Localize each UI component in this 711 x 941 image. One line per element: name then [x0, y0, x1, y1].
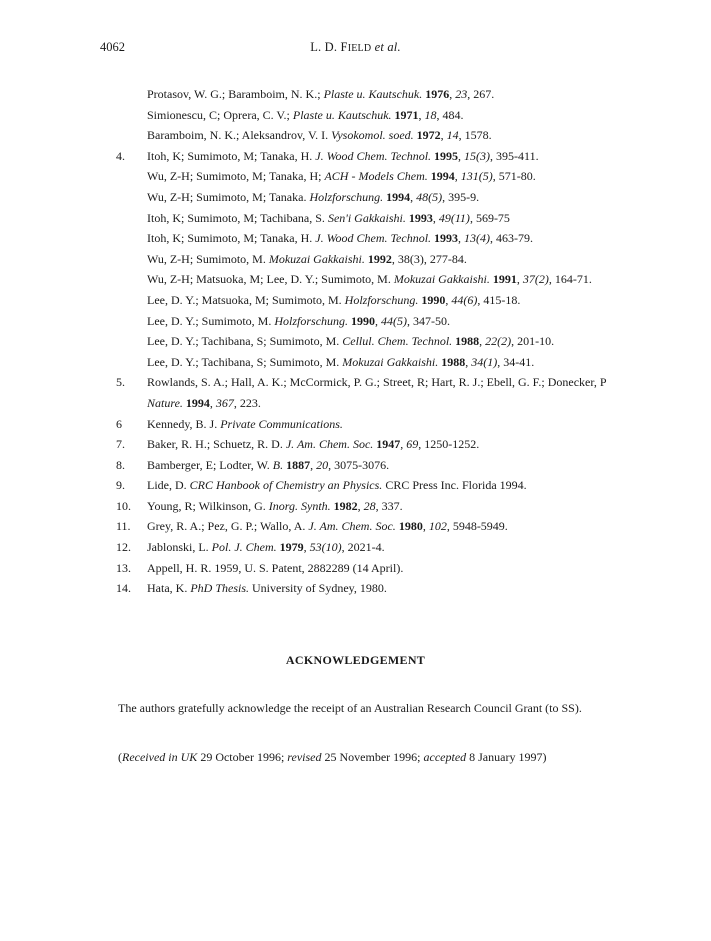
- reference-text: [147, 516, 508, 537]
- reference-text: [147, 331, 554, 352]
- reference-line: [100, 537, 660, 558]
- reference-italic-segment: Holzforschung.: [344, 292, 419, 307]
- reference-segment: , 34-41.: [497, 354, 535, 369]
- reference-text: [147, 496, 403, 517]
- reference-text: [147, 290, 520, 311]
- reference-segment: ,: [209, 395, 216, 410]
- reference-line: [100, 414, 660, 435]
- reference-italic-segment: 44(5): [381, 313, 408, 328]
- reference-segment: , 201-10.: [511, 334, 555, 349]
- reference-segment: ,: [479, 334, 486, 349]
- reference-segment: ,: [375, 313, 382, 328]
- reference-italic-segment: ACH - Models Chem.: [324, 169, 428, 184]
- reference-italic-segment: 13(4): [464, 231, 491, 246]
- reference-segment: Wu, Z-H; Matsuoka, M; Lee, D. Y.; Sumimoto, M.: [147, 272, 394, 287]
- reference-segment: Wu, Z-H; Sumimoto, M; Tanaka, H;: [147, 169, 325, 184]
- reference-number: 9.: [116, 478, 125, 493]
- received-open-paren: (: [118, 750, 122, 764]
- reference-year: 1988: [441, 354, 466, 369]
- reference-segment: ,: [454, 169, 461, 184]
- reference-line: [100, 187, 660, 208]
- running-head-authors-smallcaps: IELD: [347, 43, 372, 54]
- reference-italic-segment: Pol. J. Chem.: [211, 540, 277, 555]
- reference-year: 1990: [421, 292, 446, 307]
- reference-italic-segment: Mokuzai Gakkaishi.: [342, 354, 439, 369]
- reference-segment: , 3075-3076.: [328, 457, 390, 472]
- reference-line: [100, 228, 660, 249]
- reference-text: [147, 352, 534, 373]
- reference-year: 1991: [492, 272, 517, 287]
- revised-label: revised: [287, 750, 322, 764]
- reference-italic-segment: Mokuzai Gakkaishi.: [268, 251, 365, 266]
- reference-line: [100, 393, 660, 414]
- reference-italic-segment: 49(11): [438, 210, 470, 225]
- reference-segment: Itoh, K; Sumimoto, M; Tanaka, H.: [147, 148, 316, 163]
- reference-year: 1971: [394, 107, 419, 122]
- reference-line: [100, 125, 660, 146]
- reference-number: 7.: [116, 437, 125, 452]
- reference-line: [100, 84, 660, 105]
- reference-text: [147, 105, 464, 126]
- reference-number: 8.: [116, 457, 125, 472]
- reference-segment: Wu, Z-H; Sumimoto, M.: [147, 251, 269, 266]
- revised-date: 25 November 1996;: [321, 750, 424, 764]
- reference-italic-segment: 22(2): [485, 334, 512, 349]
- reference-segment: , 395-411.: [490, 148, 539, 163]
- reference-segment: , 2021-4.: [341, 540, 385, 555]
- reference-number: 13.: [116, 560, 131, 575]
- reference-segment: Young, R; Wilkinson, G.: [147, 498, 269, 513]
- reference-segment: , 223.: [233, 395, 261, 410]
- reference-year: 1887: [286, 457, 311, 472]
- reference-text: [147, 228, 533, 249]
- reference-italic-segment: 367: [215, 395, 234, 410]
- reference-segment: ,: [418, 107, 425, 122]
- reference-year: 1990: [351, 313, 376, 328]
- reference-text: [147, 537, 385, 558]
- reference-segment: ,: [458, 231, 465, 246]
- reference-line: [100, 146, 660, 167]
- reference-italic-segment: Mokuzai Gakkaishi.: [393, 272, 490, 287]
- reference-segment: Jablonski, L.: [147, 540, 212, 555]
- reference-segment: Wu, Z-H; Sumimoto, M; Tanaka.: [147, 189, 310, 204]
- reference-number: 12.: [116, 540, 131, 555]
- reference-segment: Lee, D. Y.; Tachibana, S; Sumimoto, M.: [147, 334, 343, 349]
- reference-segment: ,: [303, 540, 310, 555]
- reference-italic-segment: Private Communications.: [220, 416, 343, 431]
- reference-line: [100, 578, 660, 599]
- reference-text: [147, 166, 536, 187]
- reference-segment: ,: [465, 354, 472, 369]
- reference-text: [147, 578, 387, 599]
- accepted-label: accepted: [423, 750, 467, 764]
- reference-number: 11.: [116, 519, 131, 534]
- reference-segment: , 415-18.: [477, 292, 521, 307]
- reference-line: [100, 166, 660, 187]
- reference-line: [100, 208, 660, 229]
- reference-year: 1982: [333, 498, 358, 513]
- reference-italic-segment: B.: [272, 457, 284, 472]
- reference-segment: , 164-71.: [548, 272, 592, 287]
- reference-segment: Lee, D. Y.; Tachibana, S; Sumimoto, M.: [147, 354, 343, 369]
- reference-italic-segment: Holzforschung.: [309, 189, 384, 204]
- reference-line: [100, 475, 660, 496]
- reference-segment: University of Sydney, 1980.: [249, 581, 387, 596]
- reference-text: [147, 125, 492, 146]
- running-head-et-al: et al.: [374, 40, 401, 54]
- reference-italic-segment: 34(1): [471, 354, 498, 369]
- reference-italic-segment: CRC Hanbook of Chemistry an Physics.: [189, 478, 383, 493]
- reference-year: 1994: [185, 395, 210, 410]
- accepted-date: 8 January 1997): [466, 750, 547, 764]
- received-label: Received in UK: [122, 750, 198, 764]
- reference-segment: , 267.: [467, 87, 495, 101]
- reference-segment: Kennedy, B. J.: [147, 416, 221, 431]
- reference-segment: Itoh, K; Sumimoto, M; Tanaka, H.: [147, 231, 316, 246]
- reference-line: [100, 269, 660, 290]
- reference-segment: ,: [400, 437, 407, 452]
- reference-line: [100, 434, 660, 455]
- reference-italic-segment: 18: [424, 107, 437, 122]
- reference-text: [147, 249, 467, 270]
- reference-line: [100, 558, 660, 579]
- reference-line: [100, 352, 660, 373]
- reference-segment: , 5948-5949.: [446, 519, 508, 534]
- reference-year: 1992: [367, 251, 392, 266]
- reference-line: [100, 249, 660, 270]
- reference-year: 1993: [408, 210, 433, 225]
- reference-number: 10.: [116, 498, 131, 513]
- reference-italic-segment: 14: [446, 128, 459, 143]
- received-date: 29 October 1996;: [197, 750, 288, 764]
- reference-segment: CRC Press Inc. Florida 1994.: [382, 478, 527, 493]
- reference-italic-segment: 44(6): [451, 292, 478, 307]
- reference-year: 1993: [434, 231, 459, 246]
- reference-segment: , 571-80.: [492, 169, 536, 184]
- reference-text: [147, 455, 389, 476]
- acknowledgement-heading: ACKNOWLEDGEMENT: [285, 653, 426, 667]
- reference-italic-segment: J. Am. Chem. Soc.: [308, 519, 396, 534]
- reference-text: [147, 414, 343, 435]
- reference-line: [100, 311, 660, 332]
- reference-segment: ,: [458, 148, 465, 163]
- reference-text: [147, 146, 539, 167]
- reference-italic-segment: Plaste u. Kautschuk.: [323, 87, 423, 101]
- reference-segment: , 1250-1252.: [418, 437, 480, 452]
- reference-segment: Protasov, W. G.; Baramboim, N. K.;: [147, 87, 324, 101]
- running-head: [0, 40, 711, 55]
- reference-segment: Lee, D. Y.; Matsuoka, M; Sumimoto, M.: [147, 292, 345, 307]
- reference-segment: ,: [449, 87, 456, 101]
- reference-text: [147, 208, 510, 229]
- reference-text: [147, 434, 479, 455]
- reference-segment: ,: [440, 128, 447, 143]
- reference-number: 14.: [116, 581, 131, 596]
- reference-line: [100, 455, 660, 476]
- running-head-authors: L. D. F: [310, 40, 348, 54]
- reference-segment: Simionescu, C; Oprera, C. V.;: [147, 107, 293, 122]
- reference-text: [147, 393, 261, 414]
- reference-italic-segment: J. Am. Chem. Soc.: [285, 437, 374, 452]
- reference-segment: ,: [310, 457, 317, 472]
- reference-segment: , 337.: [375, 498, 403, 513]
- reference-year: 1994: [386, 189, 411, 204]
- reference-italic-segment: 69: [406, 437, 419, 452]
- reference-segment: ,: [432, 210, 439, 225]
- reference-italic-segment: 131(5): [460, 169, 493, 184]
- reference-segment: Grey, R. A.; Pez, G. P.; Wallo, A.: [147, 519, 309, 534]
- reference-italic-segment: J. Wood Chem. Technol.: [315, 231, 432, 246]
- reference-year: 1976: [425, 87, 450, 101]
- reference-italic-segment: Nature.: [147, 395, 183, 410]
- reference-segment: Bamberger, E; Lodter, W.: [147, 457, 273, 472]
- reference-segment: Baker, R. H.; Schuetz, R. D.: [147, 437, 286, 452]
- reference-line: [100, 372, 660, 393]
- acknowledgement-text: The authors gratefully acknowledge the receipt of an Australian Research Council Grant (to SS).: [118, 701, 582, 715]
- reference-italic-segment: J. Wood Chem. Technol.: [315, 148, 432, 163]
- reference-italic-segment: PhD Thesis.: [190, 581, 249, 596]
- reference-segment: , 38(3), 277-84.: [391, 251, 467, 266]
- reference-text: [147, 84, 494, 105]
- reference-segment: , 463-79.: [490, 231, 534, 246]
- reference-segment: Lide, D.: [147, 478, 190, 493]
- reference-segment: Appell, H. R. 1959, U. S. Patent, 2882289 (14 April).: [147, 560, 404, 575]
- reference-italic-segment: Plaste u. Kautschuk.: [292, 107, 392, 122]
- reference-italic-segment: 20: [316, 457, 329, 472]
- reference-segment: , 569-75: [469, 210, 510, 225]
- reference-year: 1994: [430, 169, 455, 184]
- reference-segment: Itoh, K; Sumimoto, M; Tachibana, S.: [147, 210, 328, 225]
- reference-segment: Lee, D. Y.; Sumimoto, M.: [147, 313, 275, 328]
- reference-italic-segment: Holzforschung.: [274, 313, 349, 328]
- reference-text: [147, 311, 450, 332]
- reference-list: [100, 84, 660, 599]
- reference-italic-segment: 23: [455, 87, 468, 101]
- reference-segment: ,: [422, 519, 429, 534]
- reference-italic-segment: 28: [363, 498, 376, 513]
- reference-line: [100, 516, 660, 537]
- reference-year: 1947: [376, 437, 401, 452]
- reference-segment: ,: [516, 272, 523, 287]
- reference-segment: , 347-50.: [407, 313, 451, 328]
- reference-year: 1979: [279, 540, 304, 555]
- reference-year: 1980: [398, 519, 423, 534]
- reference-segment: , 395-9.: [442, 189, 480, 204]
- reference-line: [100, 331, 660, 352]
- reference-segment: ,: [445, 292, 452, 307]
- reference-year: 1988: [455, 334, 480, 349]
- reference-number: 4.: [116, 148, 125, 163]
- reference-segment: ,: [357, 498, 364, 513]
- reference-text: [147, 558, 403, 579]
- reference-italic-segment: 53(10): [309, 540, 342, 555]
- reference-text: [147, 269, 592, 290]
- reference-line: [100, 290, 660, 311]
- reference-line: [100, 496, 660, 517]
- reference-text: [147, 372, 607, 393]
- reference-text: [147, 187, 479, 208]
- reference-year: 1972: [416, 128, 441, 143]
- reference-italic-segment: 15(3): [464, 148, 491, 163]
- reference-segment: , 484.: [436, 107, 464, 122]
- reference-number: 6: [116, 416, 122, 431]
- reference-italic-segment: 48(5): [416, 189, 443, 204]
- reference-italic-segment: Inorg. Synth.: [268, 498, 331, 513]
- reference-year: 1995: [434, 148, 459, 163]
- reference-text: [147, 475, 527, 496]
- reference-italic-segment: Cellul. Chem. Technol.: [342, 334, 453, 349]
- reference-italic-segment: 37(2): [522, 272, 549, 287]
- reference-line: [100, 105, 660, 126]
- reference-segment: , 1578.: [458, 128, 492, 143]
- reference-italic-segment: Sen'i Gakkaishi.: [327, 210, 406, 225]
- page-number: 4062: [100, 40, 125, 54]
- reference-italic-segment: 102: [428, 519, 447, 534]
- reference-segment: Baramboim, N. K.; Aleksandrov, V. I.: [147, 128, 332, 143]
- reference-segment: Rowlands, S. A.; Hall, A. K.; McCormick, P. G.; Street, R; Hart, R. J.; Ebell, G. F.; Donecker, P: [147, 375, 607, 390]
- reference-italic-segment: Vysokomol. soed.: [331, 128, 414, 143]
- reference-segment: ,: [410, 189, 417, 204]
- reference-number: 5.: [116, 375, 125, 390]
- reference-segment: Hata, K.: [147, 581, 191, 596]
- received-dates: [118, 750, 546, 765]
